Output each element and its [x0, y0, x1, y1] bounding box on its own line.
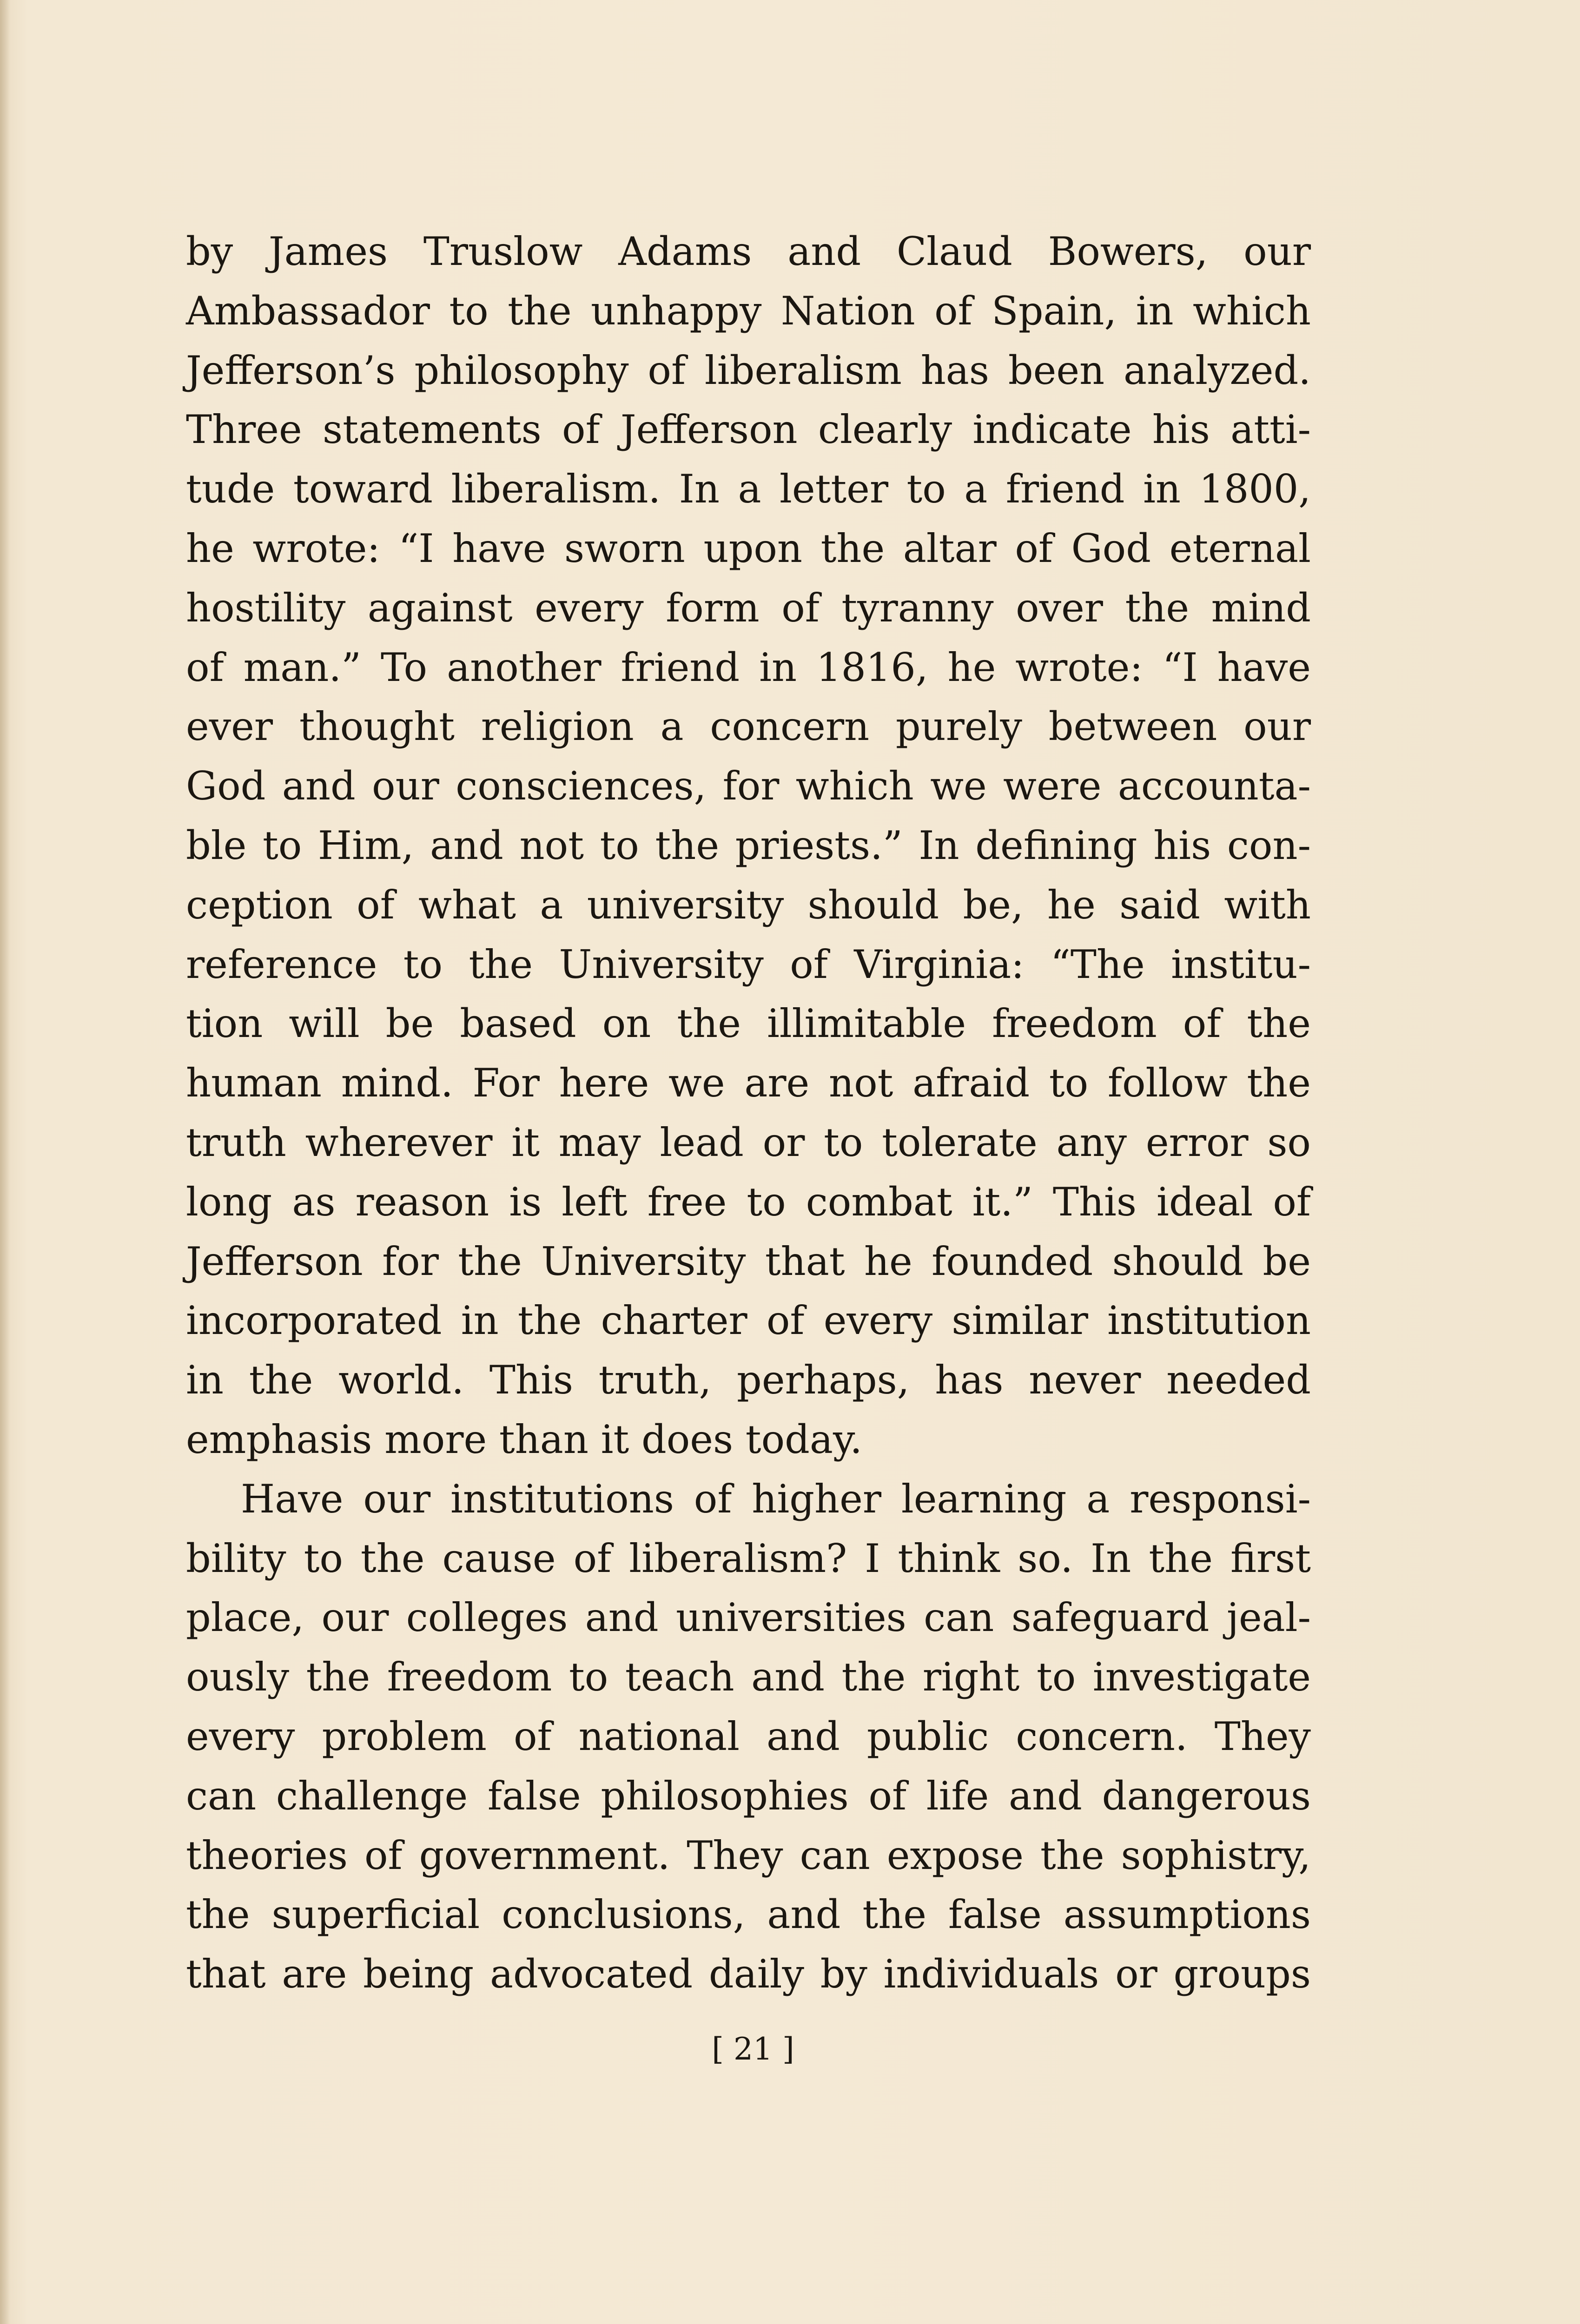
text-line: God and our consciences, for which we were accounta-	[186, 763, 1311, 809]
text-line: ble to Him, and not to the priests.” In defining his con-	[186, 822, 1311, 868]
text-line: incorporated in the charter of every similar institution	[186, 1298, 1311, 1344]
text-line: Ambassador to the unhappy Nation of Spain, in which	[186, 288, 1311, 334]
text-line: long as reason is left free to combat it.” This ideal of	[186, 1179, 1311, 1225]
text-line: of man.” To another friend in 1816, he wrote: “I have	[186, 644, 1311, 690]
text-line: place, our colleges and universities can safeguard jeal-	[186, 1595, 1311, 1641]
text-line: every problem of national and public concern. They	[186, 1713, 1311, 1759]
text-line: tude toward liberalism. In a letter to a friend in 1800,	[186, 466, 1311, 512]
text-line: in the world. This truth, perhaps, has never needed	[186, 1357, 1311, 1403]
text-line: reference to the University of Virginia: “The institu-	[186, 941, 1311, 987]
paragraph-end-line: emphasis more than it does today.	[186, 1416, 862, 1462]
text-line: Jefferson’s philosophy of liberalism has been analyzed.	[186, 347, 1311, 393]
text-line: ception of what a university should be, he said with	[186, 882, 1311, 928]
paragraph-start-line: Have our institutions of higher learning a responsi-	[241, 1476, 1311, 1522]
text-line: by James Truslow Adams and Claud Bowers, our	[186, 229, 1311, 274]
page-number: [ 21 ]	[712, 2031, 794, 2067]
text-line: human mind. For here we are not afraid to follow the	[186, 1060, 1311, 1106]
text-line: tion will be based on the illimitable freedom of the	[186, 1001, 1311, 1047]
spine-shadow	[0, 0, 10, 2324]
text-line: bility to the cause of liberalism? I think so. In the first	[186, 1535, 1311, 1581]
text-line: truth wherever it may lead or to tolerate any error so	[186, 1119, 1311, 1165]
body-text	[186, 222, 1311, 2004]
text-line: theories of government. They can expose the sophistry,	[186, 1832, 1311, 1878]
text-line: can challenge false philosophies of life and dangerous	[186, 1773, 1311, 1819]
text-line: he wrote: “I have sworn upon the altar of God eternal	[186, 525, 1311, 571]
text-line: hostility against every form of tyranny over the mind	[186, 585, 1311, 631]
text-line: that are being advocated daily by individuals or groups	[186, 1951, 1311, 1997]
text-line: ever thought religion a concern purely between our	[186, 704, 1311, 750]
text-line: ously the freedom to teach and the right to investigate	[186, 1654, 1311, 1700]
text-line: the superficial conclusions, and the false assumptions	[186, 1892, 1311, 1938]
text-line: Three statements of Jefferson clearly indicate his atti-	[186, 407, 1311, 453]
text-line: Jefferson for the University that he founded should be	[186, 1238, 1311, 1284]
